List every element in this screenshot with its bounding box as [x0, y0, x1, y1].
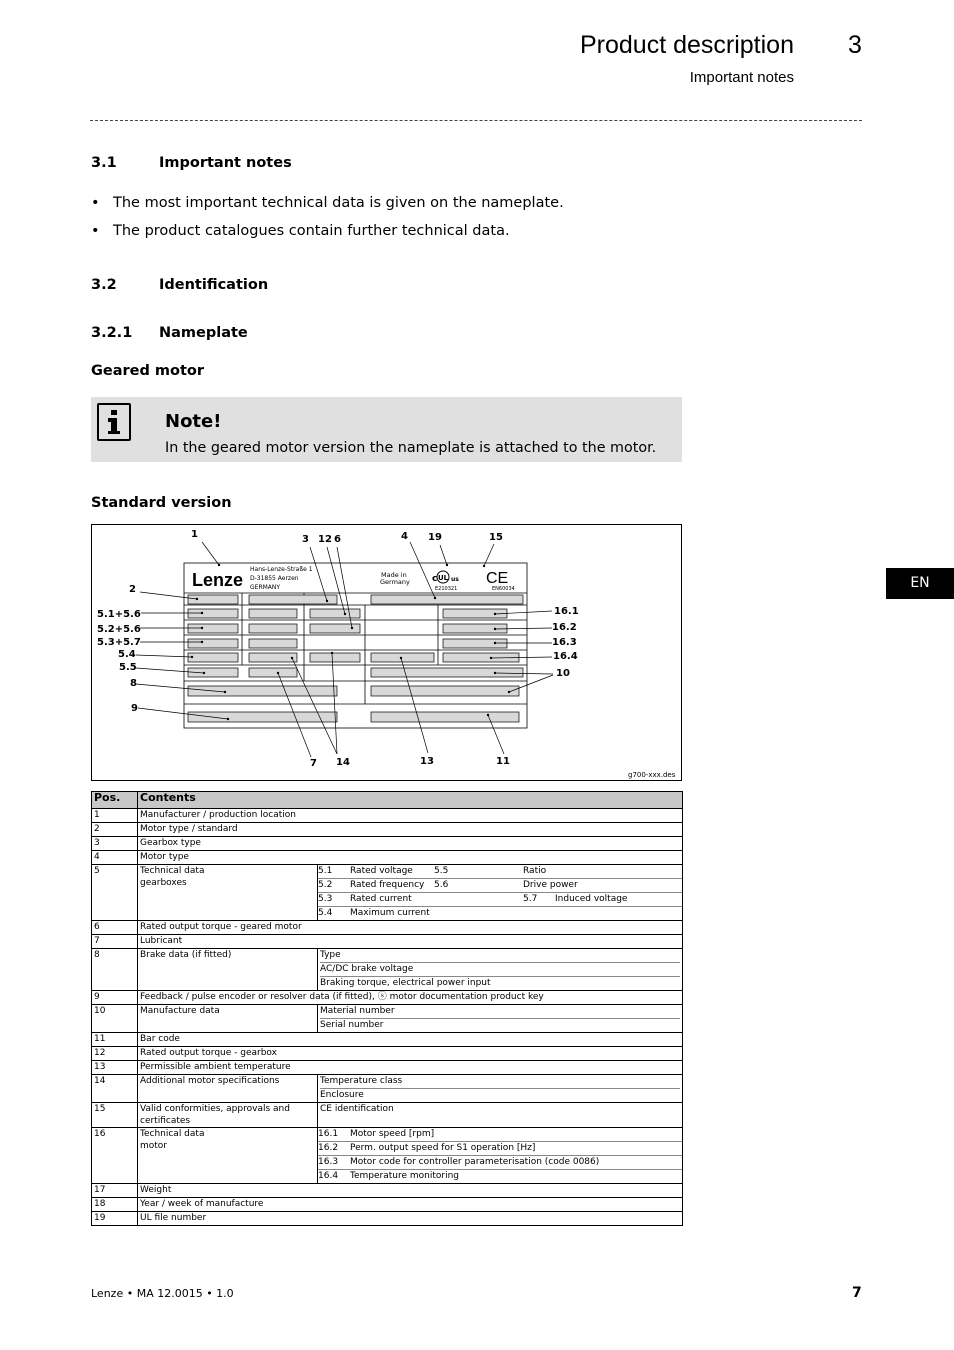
section-3-2-title: Identification	[159, 277, 269, 293]
table-row: 3 Gearbox type	[92, 837, 683, 851]
table-row: 14 Additional motor specifications Temperature class Enclosure	[92, 1075, 683, 1103]
page-subtitle: Important notes	[689, 69, 794, 86]
table-row: 16 Technical data motor 16.1 Motor speed [rpm] 16.2 Perm. output speed for S1 operation [Hz] 16.3 Motor code for controller parameterisation (code 0086) 16.4 Temperature monitoring	[92, 1128, 683, 1184]
chapter-number: 3	[848, 31, 862, 59]
table-row: 13 Permissible ambient temperature	[92, 1061, 683, 1075]
table-row: 2 Motor type / standard	[92, 823, 683, 837]
table-row: 19 UL file number	[92, 1212, 683, 1226]
label-16-4: 16.4	[553, 651, 578, 662]
ul-mark-icon	[432, 571, 459, 584]
label-5-5: 5.5	[119, 662, 137, 673]
bullet-dot: •	[91, 195, 100, 211]
lenze-logo: Lenze	[192, 570, 244, 590]
label-16-2: 16.2	[552, 622, 577, 633]
address-line-1: Hans-Lenze-Straße 1	[250, 566, 313, 573]
label-5-1: 5.1+5.6	[97, 609, 141, 620]
nameplate-figure	[91, 524, 682, 781]
section-3-2-1-number: 3.2.1	[91, 325, 133, 341]
header-divider	[90, 120, 862, 121]
svg-text:UL: UL	[438, 574, 449, 582]
header-contents: Contents	[138, 792, 683, 809]
label-6: 6	[334, 534, 341, 545]
table-row: 18 Year / week of manufacture	[92, 1198, 683, 1212]
table-row: 12 Rated output torque - gearbox	[92, 1047, 683, 1061]
page-number: 7	[852, 1285, 862, 1301]
label-19: 19	[428, 532, 442, 543]
header-pos: Pos.	[92, 792, 138, 809]
label-10: 10	[556, 668, 570, 679]
table-row: 1 Manufacturer / production location	[92, 809, 683, 823]
label-5-3: 5.3+5.7	[97, 637, 141, 648]
note-title: Note!	[165, 411, 222, 432]
label-15: 15	[489, 532, 503, 543]
table-row: 17 Weight	[92, 1184, 683, 1198]
ul-code: E210321	[435, 586, 458, 592]
table-row: 9 Feedback / pulse encoder or resolver data (if fitted), ⓢ motor documentation product key	[92, 991, 683, 1005]
svg-text:c: c	[432, 574, 438, 584]
section-3-2-number: 3.2	[91, 277, 117, 293]
label-1: 1	[191, 529, 198, 540]
label-2: 2	[129, 584, 136, 595]
label-16-1: 16.1	[554, 606, 579, 617]
address-line-2: D-31855 Aerzen	[250, 575, 299, 582]
label-5-4: 5.4	[118, 649, 136, 660]
label-16-3: 16.3	[552, 637, 577, 648]
ce-mark-icon: CE	[486, 570, 509, 587]
ce-code: EN60034	[492, 586, 515, 592]
label-8: 8	[130, 678, 137, 689]
section-3-1-number: 3.1	[91, 155, 117, 171]
geared-motor-heading: Geared motor	[91, 363, 205, 379]
label-9: 9	[131, 703, 138, 714]
made-in-line-2: Germany	[380, 578, 410, 586]
bullet-item: The product catalogues contain further technical data.	[113, 223, 510, 239]
label-13: 13	[420, 756, 434, 767]
table-row: 11 Bar code	[92, 1033, 683, 1047]
table-row: 10 Manufacture data Material number Serial number	[92, 1005, 683, 1033]
label-4: 4	[401, 531, 408, 542]
figure-file-name: g700-xxx.des	[628, 771, 676, 779]
label-11: 11	[496, 756, 510, 767]
note-box	[91, 397, 682, 462]
info-icon	[97, 403, 131, 441]
page-title: Product description	[579, 31, 794, 59]
footer-document-id: Lenze • MA 12.0015 • 1.0	[91, 1287, 234, 1300]
label-12: 12	[318, 534, 332, 545]
label-3: 3	[302, 534, 309, 545]
label-7: 7	[310, 758, 317, 769]
section-3-1-title: Important notes	[159, 155, 292, 171]
table-header-row	[92, 792, 683, 809]
note-text: In the geared motor version the nameplate is attached to the motor.	[165, 440, 657, 456]
position-table	[91, 791, 683, 1226]
table-row: 8 Brake data (if fitted) Type AC/DC brake voltage Braking torque, electrical power input	[92, 949, 683, 991]
table-row: 4 Motor type	[92, 851, 683, 865]
label-14: 14	[336, 757, 350, 768]
bullet-item: The most important technical data is given on the nameplate.	[113, 195, 564, 211]
language-tab-en[interactable]: EN	[886, 568, 954, 599]
bullet-dot: •	[91, 223, 100, 239]
made-in-line-1: Made in	[381, 571, 407, 579]
standard-version-heading: Standard version	[91, 495, 232, 511]
svg-text:us: us	[451, 576, 459, 583]
section-3-2-1-title: Nameplate	[159, 325, 248, 341]
table-row: 5 Technical data gearboxes 5.1 Rated voltage 5.5 Ratio 5.2 Rated frequency 5.6 Drive power 5.3 Rated current 5.7 Induced voltage 5.4 Maximum current	[92, 865, 683, 921]
nameplate-fields	[188, 595, 523, 722]
table-row: 7 Lubricant	[92, 935, 683, 949]
callout-labels	[97, 529, 579, 769]
table-row: 6 Rated output torque - geared motor	[92, 921, 683, 935]
address-line-3: GERMANY	[250, 584, 281, 591]
label-5-2: 5.2+5.6	[97, 624, 141, 635]
table-row: 15 Valid conformities, approvals and certificates CE identification	[92, 1103, 683, 1128]
